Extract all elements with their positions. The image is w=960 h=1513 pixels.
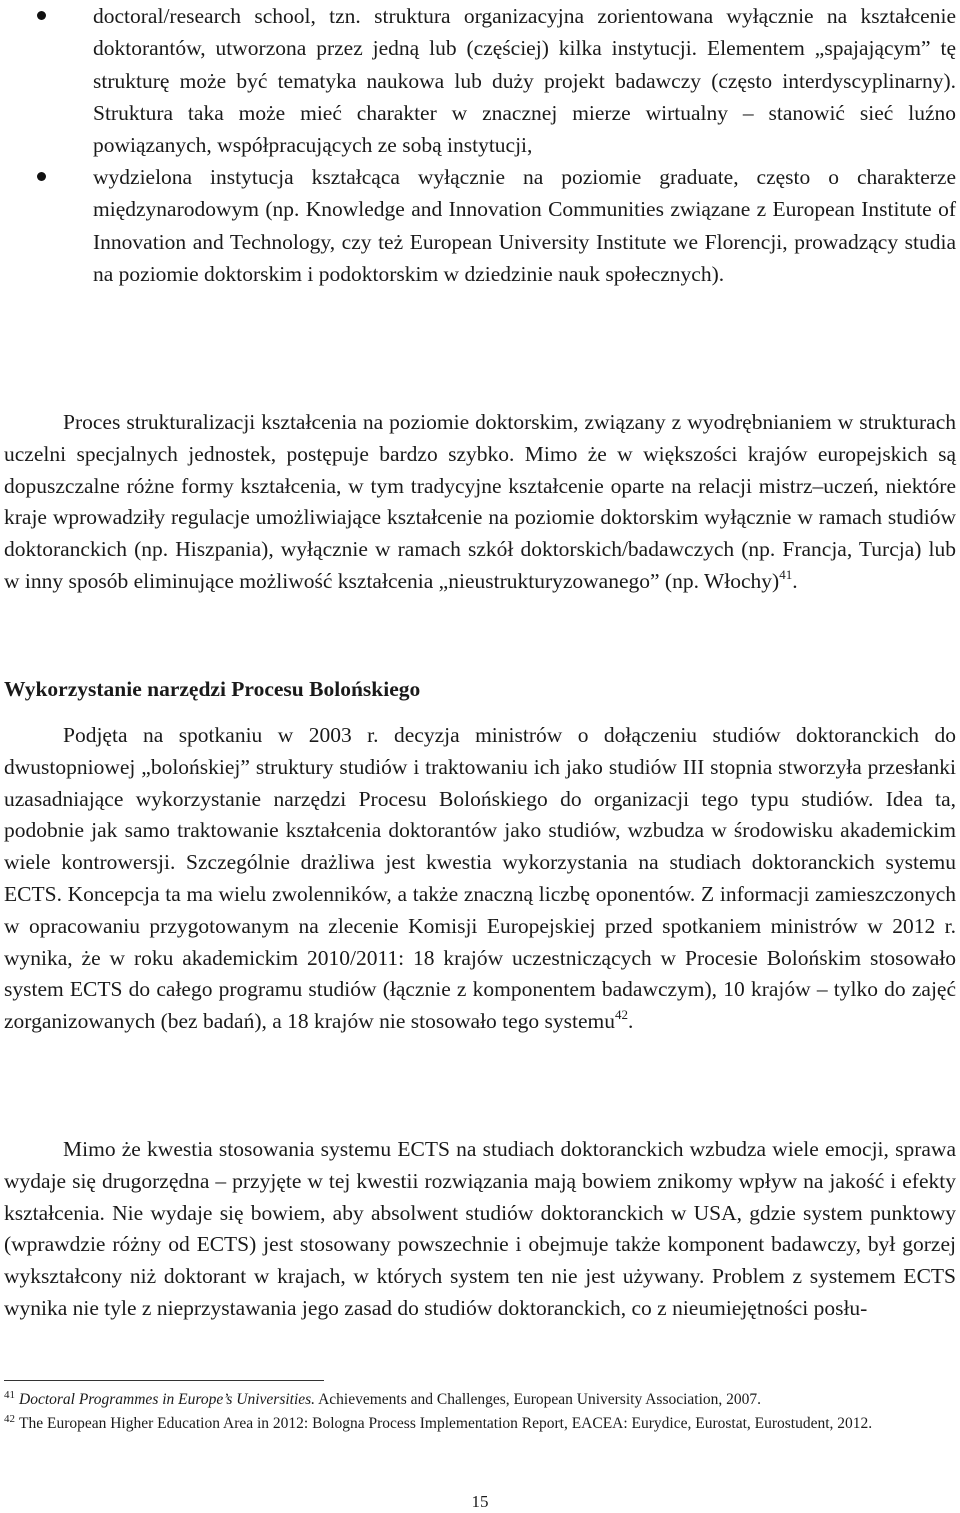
footnote-title: Doctoral Programmes in Europe’s Universities. [19,1391,316,1408]
paragraph-tail: . [792,568,798,593]
paragraph-bologna-tools [4,720,956,1038]
bullet-item-doctoral-school [0,0,960,161]
bullet-icon [37,11,46,20]
page-number: 15 [471,1492,489,1511]
footnote-41 [4,1388,956,1412]
section-heading: Wykorzystanie narzędzi Procesu Bolońskiego [4,677,421,701]
footnote-42 [4,1412,956,1436]
paragraph-structuralization [4,407,956,598]
bullet-text: doctoral/research school, tzn. struktura organizacyjna zorientowana wyłącznie na kształcenie doktorantów, utworzona przez jedną lub (częściej) kilka instytucji. Elementem „spajającym” tę strukturę może być tematyka naukowa lub duży projekt badawczy (często interdyscyplinarny). Struktura taka może mieć charakter w znacznej mierze wirtualny – stanowić sieć luźno powiązanych, współpracujących ze sobą instytucji, [93,4,956,158]
bullet-item-graduate-institution [0,161,960,290]
footnote-text: Achievements and Challenges, European University Association, 2007. [315,1391,762,1408]
footnote-ref-42[interactable]: 42 [614,1007,628,1023]
bullet-text: wydzielona instytucja kształcąca wyłącznie na poziomie graduate, często o charakterze międzynarodowym (np. Knowledge and Innovation Communities związane z European Institute of Innovation and Technology, czy też European University Institute we Florencji, prowadzący studia na poziomie doktorskim i podoktorskim w dziedzinie nauk społecznych). [93,165,956,286]
footnote-number: 42 [4,1412,15,1425]
footnote-ref-41[interactable]: 41 [779,566,793,582]
paragraph-text: Mimo że kwestia stosowania systemu ECTS na studiach doktoranckich wzbudza wiele emocji, sprawa wydaje się drugorzędna – przyjęte w tej kwestii rozwiązania mają bowiem znikomy wpływ na jakość i efekty kształcenia. Nie wydaje się bowiem, aby absolwent studiów doktoranckich w USA, gdzie system punktowy (wprawdzie różny od ECTS) jest stosowany powszechnie i obejmuje także komponent badawczy, był gorzej wykształcony niż doktorant w krajach, w których system ten nie jest używany. Problem z systemem ECTS wynika nie tyle z nieprzystawania jego zasad do studiów doktoranckich, co z nieumiejętności posłu- [4,1137,956,1320]
paragraph-text: Proces strukturalizacji kształcenia na poziomie doktorskim, związany z wyodrębnianiem w strukturach uczelni specjalnych jednostek, postępuje bardzo szybko. Mimo że w większości krajów europejskich są dopuszczalne różne formy kształcenia, w tym tradycyjne kształcenie oparte na relacji mistrz–uczeń, niektóre kraje wprowadziły regulacje umożliwiające kształcenie na poziomie doktorskim wyłącznie w ramach studiów doktoranckich (np. Hiszpania), wyłącznie w ramach szkół doktorskich/badawczych (np. Francja, Turcja) lub w inny sposób eliminujące możliwość kształcenia „nieustrukturyzowanego” (np. Włochy) [4,410,956,593]
paragraph-tail: . [627,1009,634,1034]
footnote-text: The European Higher Education Area in 2012: Bologna Process Implementation Report, EACEA: Eurydice, Eurostat, Eurostudent, 2012. [19,1414,873,1432]
footnote-number: 41 [4,1389,15,1401]
paragraph-text: Podjęta na spotkaniu w 2003 r. decyzja ministrów o dołączeniu studiów doktoranckich do dwustopniowej „bolońskiej” struktury studiów i traktowaniu ich jako studiów III stopnia stworzyła przesłanki uzasadniające wykorzystanie narzędzi Procesu Bolońskiego do organizacji tego typu studiów. Idea ta, podobnie jak samo traktowanie kształcenia doktorantów jako studiów, wzbudza w środowisku akademickim wiele kontrowersji. Szczególnie drażliwa jest kwestia wykorzystania na studiach doktoranckich systemu ECTS. Koncepcja ta ma wielu zwolenników, a także znaczną liczbę oponentów. Z informacji zamieszczonych w opracowaniu przygotowanym na zlecenie Komisji Europejskiej przed spotkaniem ministrów w 2012 r. wynika, że w roku akademickim 2010/2011: 18 krajów uczestniczących w Procesie Bolońskim stosowało system ECTS do całego programu studiów (łącznie z komponentem badawczym), 10 krajów – tylko do zajęć zorganizowanych (bez badań), a 18 krajów nie stosowało tego systemu [4,723,956,1034]
footnote-divider [4,1380,324,1381]
bullet-icon [37,172,46,181]
paragraph-ects [4,1134,956,1325]
footnotes [4,1388,956,1435]
